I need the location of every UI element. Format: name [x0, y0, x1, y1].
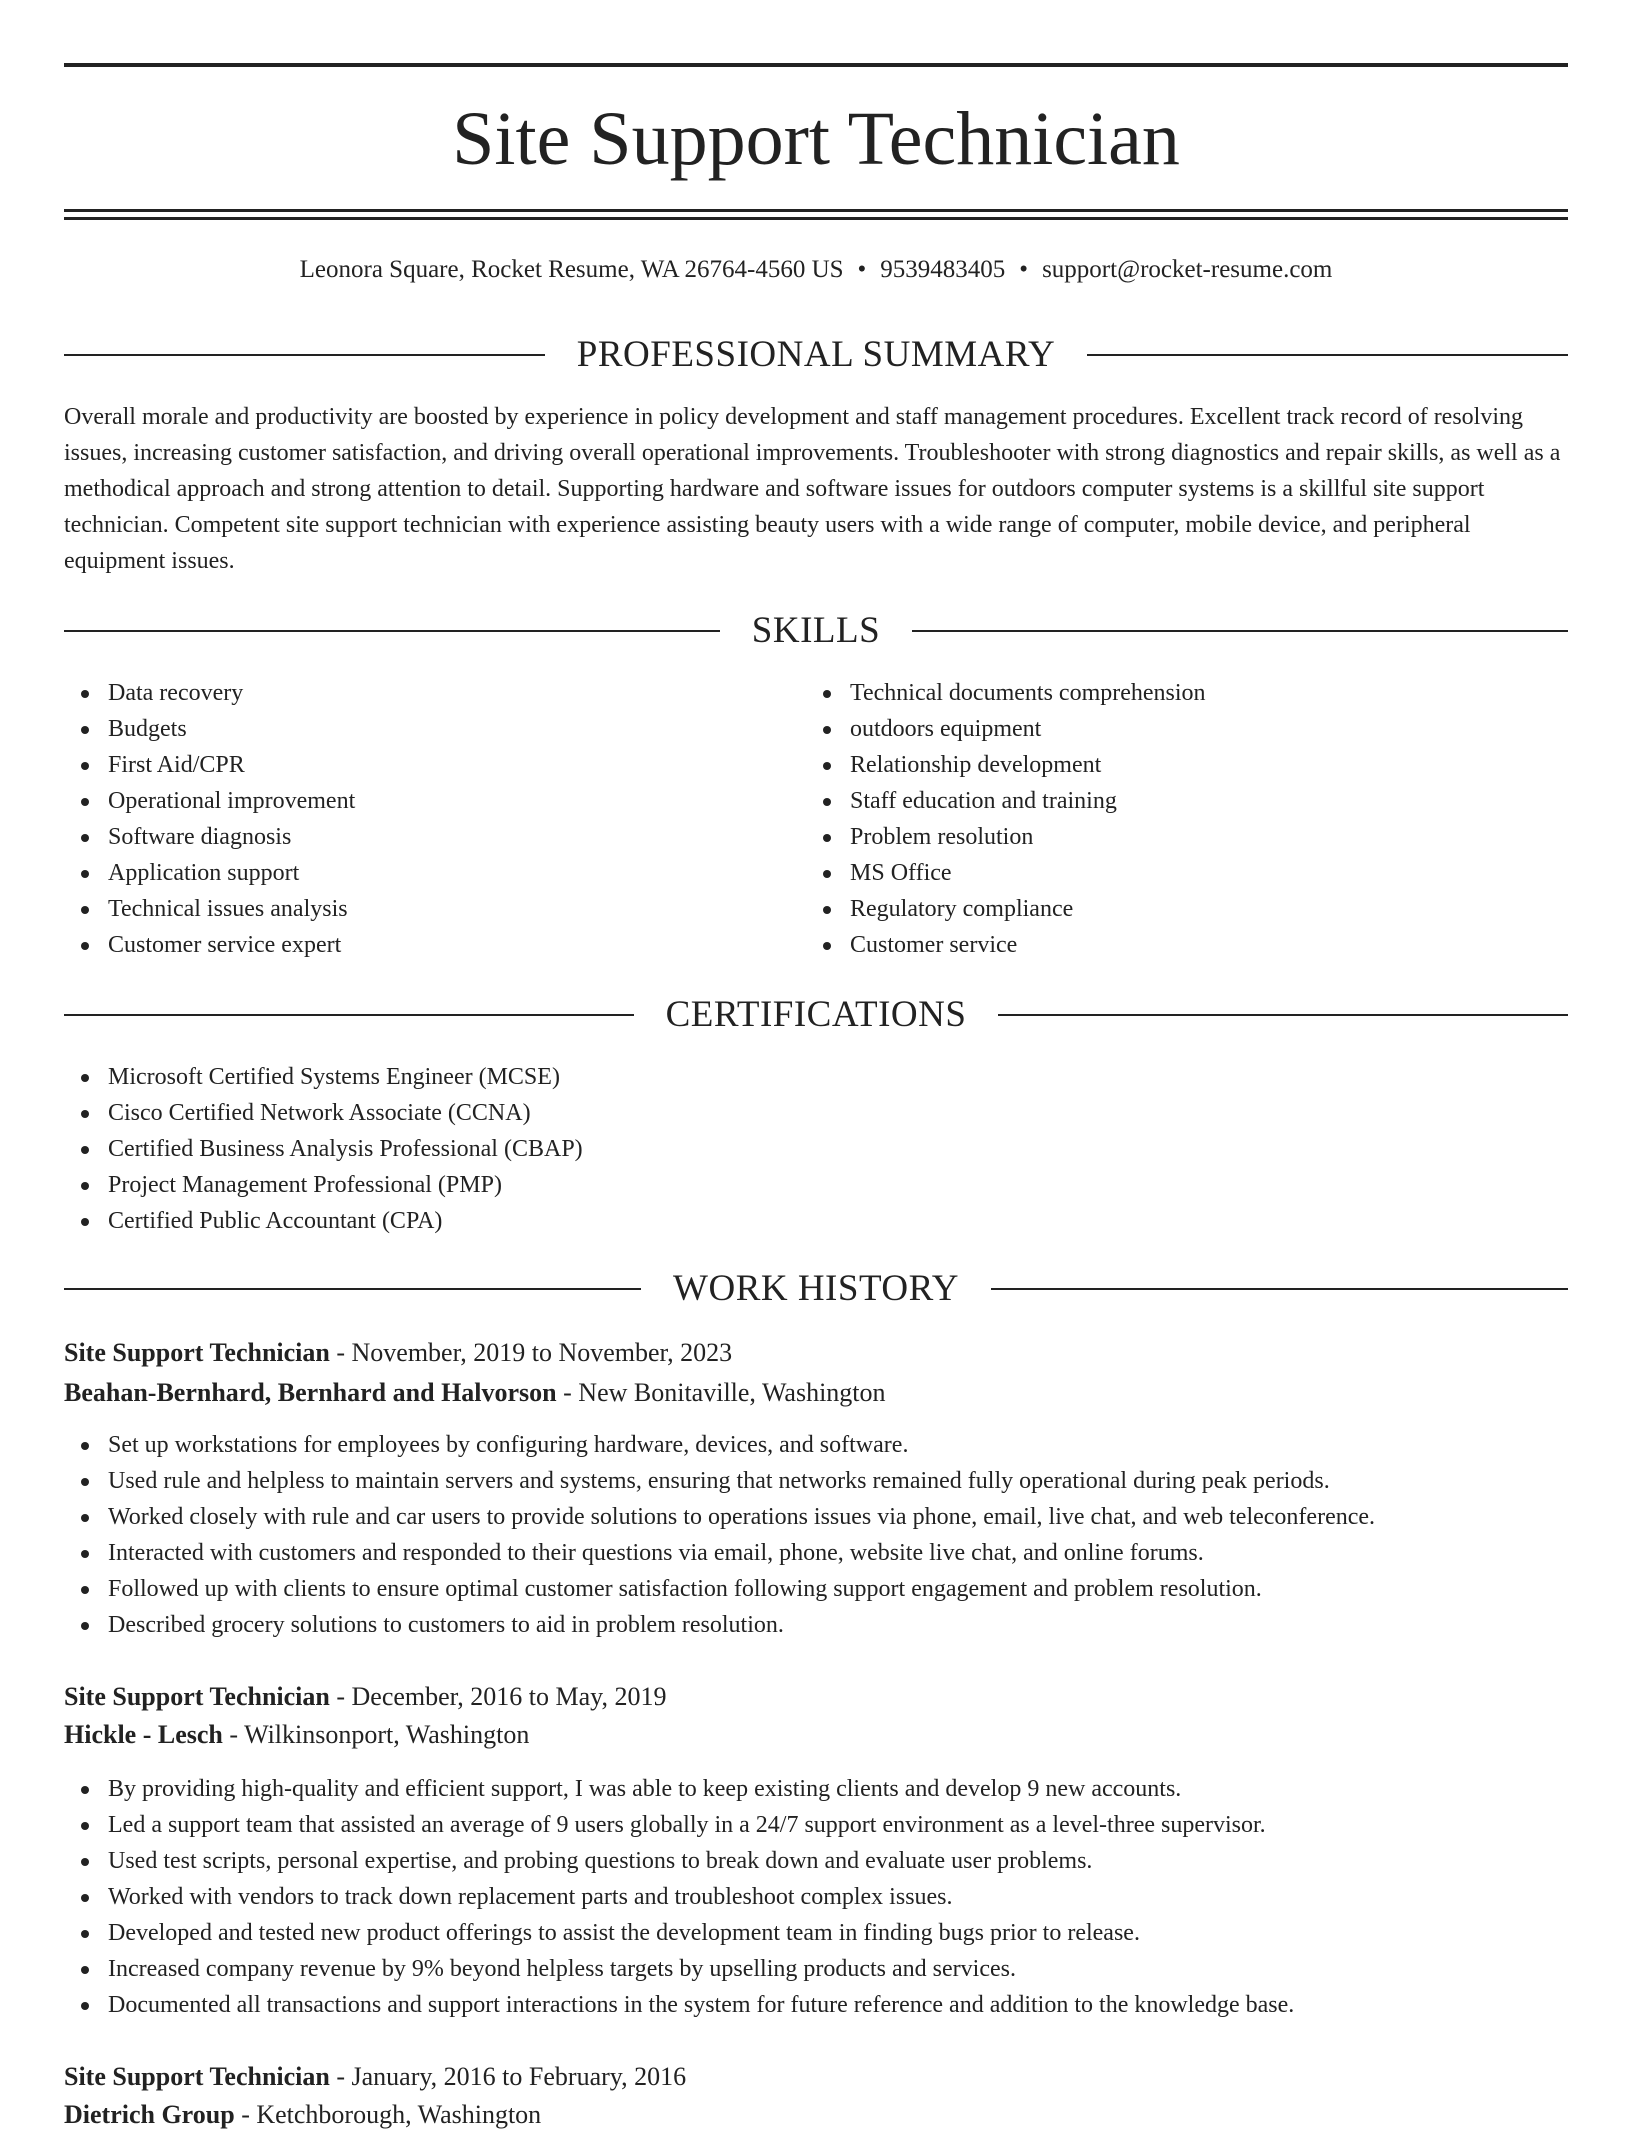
- job-bullets: [64, 1771, 1294, 2023]
- skill-item: Regulatory compliance: [806, 891, 1206, 927]
- skill-item: Problem resolution: [806, 819, 1206, 855]
- skill-item: Technical documents comprehension: [806, 675, 1206, 711]
- job-bullet: Described grocery solutions to customers to aid in problem resolution.: [64, 1607, 1375, 1643]
- job-title-line: [64, 1335, 732, 1371]
- certification-item: Certified Business Analysis Professional (CBAP): [64, 1131, 583, 1167]
- job-dates: - November, 2019 to November, 2023: [329, 1338, 733, 1367]
- skill-item: Customer service expert: [64, 927, 355, 963]
- job-location: - Ketchborough, Washington: [234, 2100, 542, 2129]
- job-bullet: Set up workstations for employees by configuring hardware, devices, and software.: [64, 1427, 1375, 1463]
- job-title-line: [64, 2059, 686, 2095]
- section-rule: [912, 630, 1568, 632]
- job-title: Site Support Technician: [64, 1682, 330, 1711]
- contact-phone: 9539483405: [880, 256, 1006, 283]
- resume-title: Site Support Technician: [452, 97, 1180, 181]
- job-bullet: Interacted with customers and responded to their questions via email, phone, website live chat, and online forums.: [64, 1535, 1375, 1571]
- job-bullet: Used test scripts, personal expertise, and probing questions to break down and evaluate user problems.: [64, 1843, 1294, 1879]
- section-header-skills: [64, 609, 1568, 653]
- certification-item: Certified Public Accountant (CPA): [64, 1203, 583, 1239]
- job-company-line: [64, 2097, 541, 2133]
- job-title: Site Support Technician: [64, 2062, 330, 2091]
- job-company: Beahan-Bernhard, Bernhard and Halvorson: [64, 1378, 557, 1407]
- skills-list-right: [806, 675, 1206, 963]
- skill-item: Operational improvement: [64, 783, 355, 819]
- job-bullet: By providing high-quality and efficient support, I was able to keep existing clients and develop 9 new accounts.: [64, 1771, 1294, 1807]
- section-title: CERTIFICATIONS: [665, 994, 967, 1035]
- job-dates: - December, 2016 to May, 2019: [329, 1682, 667, 1711]
- job-company-line: [64, 1375, 886, 1411]
- section-title: WORK HISTORY: [673, 1268, 959, 1309]
- certification-item: Project Management Professional (PMP): [64, 1167, 583, 1203]
- section-header-summary: [64, 333, 1568, 377]
- skill-item: Application support: [64, 855, 355, 891]
- certification-item: Microsoft Certified Systems Engineer (MCSE): [64, 1059, 583, 1095]
- certification-item: Cisco Certified Network Associate (CCNA): [64, 1095, 583, 1131]
- job-bullets: [64, 1427, 1375, 1643]
- job-bullet: Used rule and helpless to maintain servers and systems, ensuring that networks remained fully operational during peak periods.: [64, 1463, 1375, 1499]
- summary-text: Overall morale and productivity are boosted by experience in policy development and staff management procedures. Excellent track record of resolving issues, increasing customer satisfaction, and driving overall operational improvements. Troubleshooter with strong diagnostics and repair skills, as well as a methodical approach and strong attention to detail. Supporting hardware and software issues for outdoors computer systems is a skillful site support technician. Competent site support technician with experience assisting beauty users with a wide range of computer, mobile device, and peripheral equipment issues.: [64, 404, 1561, 574]
- resume-page: [64, 0, 1568, 2129]
- contact-address: Leonora Square, Rocket Resume, WA 26764-4560 US: [299, 256, 844, 283]
- contact-email[interactable]: support@rocket-resume.com: [1042, 256, 1333, 283]
- job-bullet: Worked closely with rule and car users to provide solutions to operations issues via phone, email, live chat, and web teleconference.: [64, 1499, 1375, 1535]
- section-title: PROFESSIONAL SUMMARY: [576, 334, 1056, 375]
- skill-item: MS Office: [806, 855, 1206, 891]
- title-double-rule: [64, 209, 1568, 220]
- section-rule: [1087, 354, 1568, 356]
- section-title: SKILLS: [751, 610, 881, 651]
- job-title-line: [64, 1679, 667, 1715]
- skill-item: Staff education and training: [806, 783, 1206, 819]
- section-rule: [64, 1288, 641, 1290]
- skill-item: Relationship development: [806, 747, 1206, 783]
- job-dates: - January, 2016 to February, 2016: [329, 2062, 687, 2091]
- job-bullet: Led a support team that assisted an average of 9 users globally in a 24/7 support environment as a level-three supervisor.: [64, 1807, 1294, 1843]
- top-rule: [64, 63, 1568, 67]
- certifications-list: [64, 1059, 583, 1239]
- section-rule: [64, 354, 545, 356]
- job-location: - New Bonitaville, Washington: [556, 1378, 886, 1407]
- job-bullet: Followed up with clients to ensure optimal customer satisfaction following support engagement and problem resolution.: [64, 1571, 1375, 1607]
- section-rule: [64, 1014, 634, 1016]
- skills-list-left: [64, 675, 355, 963]
- skill-item: Customer service: [806, 927, 1206, 963]
- section-rule: [64, 630, 720, 632]
- section-rule: [998, 1014, 1568, 1016]
- contact-separator: •: [857, 256, 867, 283]
- skill-item: First Aid/CPR: [64, 747, 355, 783]
- skill-item: Data recovery: [64, 675, 355, 711]
- skill-item: Technical issues analysis: [64, 891, 355, 927]
- job-company-line: [64, 1717, 529, 1753]
- job-bullet: Increased company revenue by 9% beyond helpless targets by upselling products and services.: [64, 1951, 1294, 1987]
- job-title: Site Support Technician: [64, 1338, 330, 1367]
- section-rule: [991, 1288, 1568, 1290]
- job-bullet: Worked with vendors to track down replacement parts and troubleshoot complex issues.: [64, 1879, 1294, 1915]
- section-header-certifications: [64, 993, 1568, 1037]
- job-company: Dietrich Group: [64, 2100, 235, 2129]
- skill-item: Software diagnosis: [64, 819, 355, 855]
- job-company: Hickle - Lesch: [64, 1720, 223, 1749]
- job-location: - Wilkinsonport, Washington: [222, 1720, 530, 1749]
- contact-separator: •: [1019, 256, 1029, 283]
- skill-item: Budgets: [64, 711, 355, 747]
- job-bullet: Documented all transactions and support interactions in the system for future reference and addition to the knowledge base.: [64, 1987, 1294, 2023]
- job-bullet: Developed and tested new product offerings to assist the development team in finding bugs prior to release.: [64, 1915, 1294, 1951]
- contact-line: [64, 254, 1568, 286]
- section-header-work-history: [64, 1267, 1568, 1311]
- skill-item: outdoors equipment: [806, 711, 1206, 747]
